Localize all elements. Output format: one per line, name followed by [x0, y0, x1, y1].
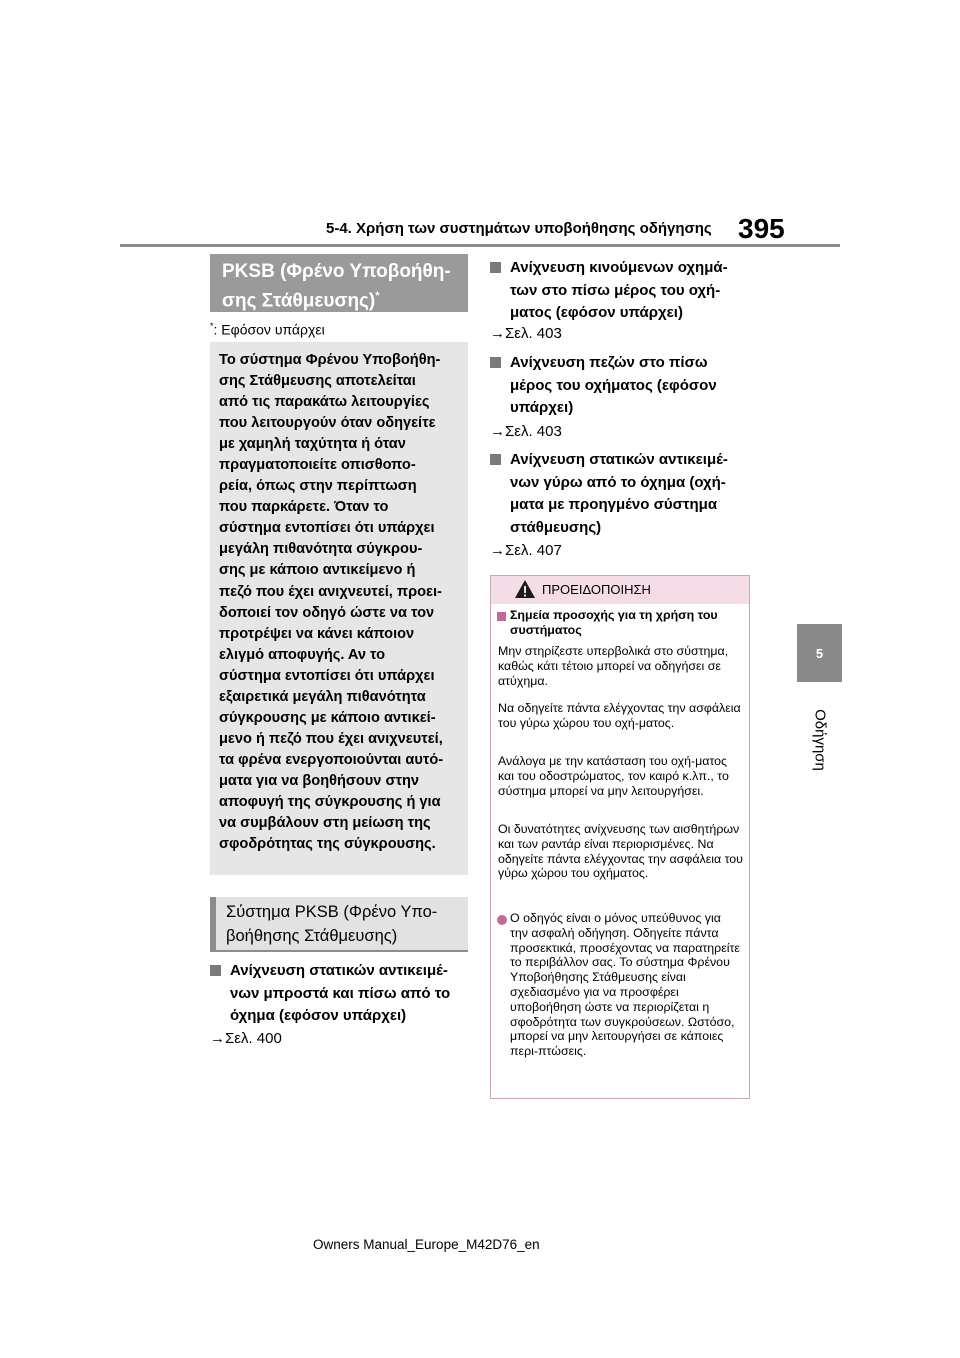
warning-title: ΠΡΟΕΙΔΟΠΟΙΗΣΗ: [542, 582, 651, 597]
warning-paragraph-1: Μην στηρίζεστε υπερβολικά στο σύστημα, καθώς κάτι τέτοιο μπορεί να οδηγήσει σε ατύχημα.: [498, 644, 729, 688]
chapter-number: 5: [815, 645, 824, 661]
intro-paragraph: [219, 350, 465, 855]
system-heading: [210, 897, 468, 952]
footnote: [210, 321, 325, 338]
intro-line: που λειτουργούν όταν οδηγείτε: [219, 415, 436, 432]
system-heading-bar: [210, 897, 216, 950]
list-item-pedestrians-rear: [490, 352, 752, 420]
list-item-static-front-rear: [210, 960, 472, 1028]
pksb-heading-star: *: [375, 290, 380, 302]
square-bullet-icon: [490, 262, 501, 273]
warning-subtitle: Σημεία προσοχής για τη χρήση του συστήματος: [510, 608, 718, 637]
intro-line: σύστημα εντοπίσει ότι υπάρχει: [219, 667, 435, 684]
page-reference-link[interactable]: →Σελ. 407: [490, 542, 562, 559]
square-bullet-icon: [210, 965, 221, 976]
list-item-title: Ανίχνευση κινούμενων οχημά-των στο πίσω μέρος του οχή-ματος (εφόσον υπάρχει): [510, 259, 728, 321]
round-bullet-icon: [497, 915, 507, 925]
intro-line: με χαμηλή ταχύτητα ή όταν: [219, 436, 406, 453]
header-divider: [120, 244, 840, 247]
page-reference-link[interactable]: →Σελ. 403: [490, 325, 562, 342]
pksb-heading-text: PKSB (Φρένο Υποβοήθη-σης Στάθμευσης): [222, 261, 451, 312]
system-heading-text: Σύστημα PKSB (Φρένο Υπο-βοήθησης Στάθμευσης): [226, 903, 438, 945]
intro-line: σύστημα εντοπίσει ότι υπάρχει: [219, 520, 435, 537]
square-bullet-icon: [497, 612, 506, 621]
intro-line: εξαιρετικά μεγάλη πιθανότητα: [219, 688, 426, 705]
warning-paragraph-4: Οι δυνατότητες ανίχνευσης των αισθητήρων και των ραντάρ είναι περιορισμένες. Να οδηγείτε πάντα ελέγχοντας την ασφάλεια του γύρω χώρου του οχήματος.: [498, 822, 743, 881]
pksb-heading: [210, 254, 468, 312]
intro-line: πεζό που έχει ανιχνευτεί, προει-: [219, 583, 442, 600]
intro-line: σης Στάθμευσης αποτελείται: [219, 373, 416, 390]
chapter-tab: [797, 624, 842, 682]
warning-bullet-1: Ο οδηγός είναι ο μόνος υπεύθυνος για την ασφαλή οδήγηση. Οδηγείτε πάντα προσεκτικά, προσέχοντας να παρατηρείτε το περιβάλλον σας. Το σύστημα Φρένου Υποβοήθησης Στάθμευσης είναι σχεδιασμένο για να προσφέρει υποβοήθηση ώστε να περιορίζεται η σφοδρότητα των συγκρούσεων. Ωστόσο, μπορεί να μην λειτουργήσει σε κάποιες περι-πτώσεις.: [510, 911, 740, 1059]
list-item-static-around: [490, 449, 752, 539]
intro-line: ελιγμό αποφυγής. Αν το: [219, 646, 386, 663]
intro-line: μεγάλη πιθανότητα σύγκρου-: [219, 541, 423, 558]
intro-line: πραγματοποιείτε οπισθοπο-: [219, 457, 416, 474]
intro-line: σης με κάποιο αντικείμενο ή: [219, 562, 416, 579]
intro-line: που παρκάρετε. Όταν το: [219, 499, 389, 516]
chapter-label: Οδήγηση: [811, 709, 829, 771]
intro-line: ρεία, όπως στην περίπτωση: [219, 478, 417, 495]
page-number: 395: [738, 213, 785, 244]
list-item-title: Ανίχνευση πεζών στο πίσω μέρος του οχήματος (εφόσον υπάρχει): [510, 354, 717, 416]
footnote-star: *: [210, 321, 214, 331]
section-title: 5-4. Χρήση των συστημάτων υποβοήθησης οδήγησης: [326, 220, 712, 237]
chapter-label-container: [802, 695, 838, 785]
intro-line: αποφυγή της σύγκρουσης ή για: [219, 793, 441, 810]
list-item-title: Ανίχνευση στατικών αντικειμέ-νων μπροστά και πίσω από το όχημα (εφόσον υπάρχει): [230, 962, 451, 1024]
warning-paragraph-3: Ανάλογα με την κατάσταση του οχή-ματος και του οδοστρώματος, τον καιρό κ.λπ., το σύστημα μπορεί να μην λειτουργήσει.: [498, 754, 729, 798]
intro-line: από τις παρακάτω λειτουργίες: [219, 394, 430, 411]
intro-line: Το σύστημα Φρένου Υποβοήθη-: [219, 352, 441, 368]
page-reference-link[interactable]: →Σελ. 400: [210, 1030, 282, 1047]
list-item-title: Ανίχνευση στατικών αντικειμέ-νων γύρω από το όχημα (οχή-ματα με προηγμένο σύστημα στάθμευσης): [510, 451, 728, 536]
warning-paragraph-2: Να οδηγείτε πάντα ελέγχοντας την ασφάλεια του γύρω χώρου του οχή-ματος.: [498, 701, 741, 730]
warning-triangle-icon: [514, 579, 536, 604]
intro-line: ματα για να βοηθήσουν στην: [219, 772, 420, 789]
footnote-text: : Εφόσον υπάρχει: [213, 321, 325, 338]
intro-line: σφοδρότητας της σύγκρουσης.: [219, 836, 436, 853]
intro-line: να συμβάλουν στη μείωση της: [219, 815, 431, 832]
footer-text: Owners Manual_Europe_M42D76_en: [313, 1237, 540, 1252]
intro-line: μενο ή πεζό που έχει ανιχνευτεί,: [219, 730, 443, 747]
intro-line: προτρέψει να κάνει κάποιον: [219, 625, 415, 642]
list-item-moving-rear: [490, 257, 752, 325]
square-bullet-icon: [490, 454, 501, 465]
square-bullet-icon: [490, 357, 501, 368]
page-reference-link[interactable]: →Σελ. 403: [490, 423, 562, 440]
intro-line: δοποιεί τον οδηγό ώστε να τον: [219, 604, 435, 621]
intro-line: τα φρένα ενεργοποιούνται αυτό-: [219, 751, 444, 768]
intro-line: σύγκρουσης με κάποιο αντικεί-: [219, 709, 436, 726]
